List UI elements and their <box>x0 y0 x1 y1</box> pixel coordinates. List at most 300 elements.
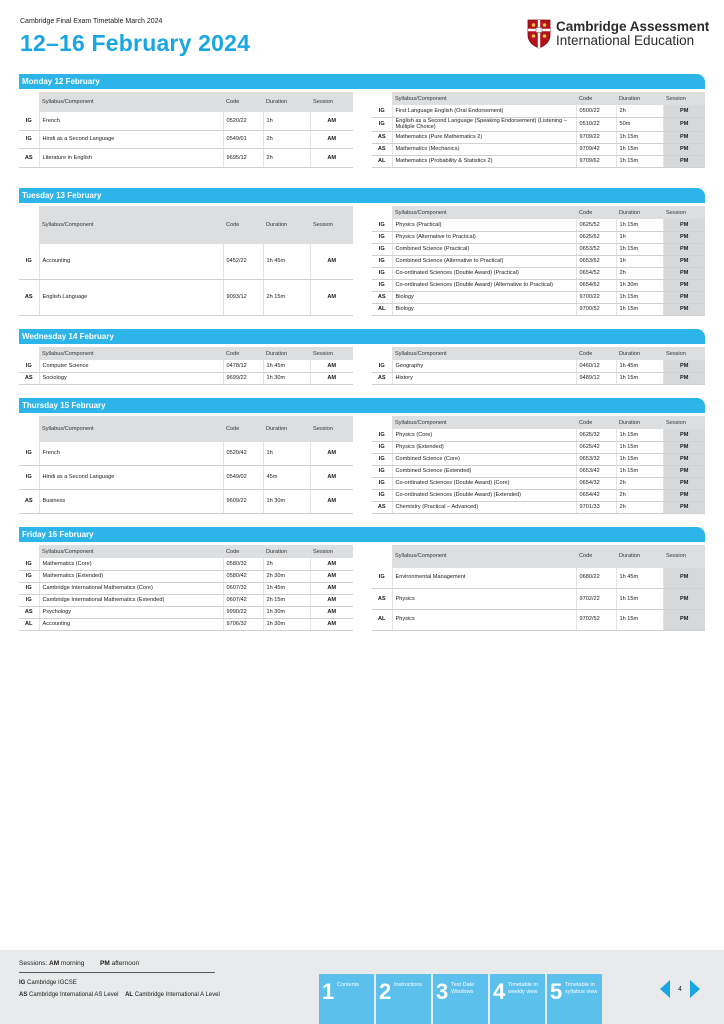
qualification-cell: AS <box>372 131 392 143</box>
qualification-header <box>372 92 392 105</box>
qualification-cell: AS <box>372 588 392 609</box>
code-cell: 0654/52 <box>576 267 616 279</box>
qualification-legend-ig <box>19 980 77 986</box>
qualification-cell: IG <box>19 112 39 130</box>
code-header: Code <box>576 416 616 429</box>
pm-text: afternoon <box>111 960 140 967</box>
session-cell: AM <box>310 465 353 489</box>
code-cell: 9709/22 <box>576 131 616 143</box>
duration-cell: 1h 15m <box>616 372 663 384</box>
session-cell: PM <box>663 231 705 243</box>
table-row <box>372 609 705 630</box>
table-row <box>19 558 353 570</box>
ig-code: IG <box>19 980 26 986</box>
table-header-row <box>19 545 353 558</box>
session-cell: AM <box>310 442 353 466</box>
qualification-legend-as-al <box>19 992 220 998</box>
pm-exam-table <box>372 92 705 168</box>
session-cell: AM <box>310 280 353 315</box>
component-cell: First Language English (Oral Endorsement) <box>392 105 576 117</box>
duration-header: Duration <box>616 206 663 219</box>
duration-cell: 1h 15m <box>616 243 663 255</box>
duration-cell: 2h <box>616 267 663 279</box>
code-cell: 0500/22 <box>576 105 616 117</box>
table-row <box>372 465 705 477</box>
ig-text: Cambridge IGCSE <box>27 980 77 986</box>
component-cell: Co-ordinated Sciences (Double Award) (Extended) <box>392 489 576 501</box>
session-header: Session <box>663 92 705 105</box>
duration-cell: 2h <box>616 477 663 489</box>
pm-exam-table <box>372 347 705 385</box>
component-header: Syllabus/Component <box>392 416 576 429</box>
component-cell: Cambridge International Mathematics (Core) <box>39 582 223 594</box>
duration-cell: 1h 45m <box>616 568 663 589</box>
table-row <box>372 255 705 267</box>
code-cell: 0654/42 <box>576 489 616 501</box>
component-cell: Cambridge International Mathematics (Extended) <box>39 594 223 606</box>
duration-cell: 1h 15m <box>616 143 663 155</box>
duration-cell: 2h <box>263 558 310 570</box>
nav-label: Timetable in syllabus view <box>565 982 598 995</box>
session-cell: PM <box>663 255 705 267</box>
duration-cell: 1h 15m <box>616 588 663 609</box>
duration-cell: 2h 15m <box>263 594 310 606</box>
day-header: Monday 12 February <box>19 74 705 89</box>
code-cell: 0625/32 <box>576 429 616 441</box>
component-cell: Mathematics (Extended) <box>39 570 223 582</box>
code-cell: 9489/12 <box>576 372 616 384</box>
table-row <box>19 594 353 606</box>
qualification-cell: IG <box>372 279 392 291</box>
table-row <box>372 372 705 384</box>
qualification-cell: IG <box>19 594 39 606</box>
duration-cell: 1h 30m <box>263 618 310 630</box>
component-cell: Sociology <box>39 372 223 384</box>
code-cell: 0580/32 <box>223 558 263 570</box>
component-cell: Physics <box>392 609 576 630</box>
day-header: Wednesday 14 February <box>19 329 705 344</box>
qualification-cell: IG <box>19 244 39 279</box>
session-cell: PM <box>663 267 705 279</box>
duration-cell: 1h <box>616 231 663 243</box>
qualification-header <box>372 416 392 429</box>
table-header-row <box>372 545 705 568</box>
component-cell: Mathematics (Probability & Statistics 2) <box>392 155 576 167</box>
am-exam-table <box>19 416 353 514</box>
code-cell: 0510/22 <box>576 117 616 131</box>
duration-header: Duration <box>263 92 310 112</box>
nav-tile-contents[interactable] <box>319 974 374 1024</box>
duration-header: Duration <box>616 92 663 105</box>
session-cell: PM <box>663 243 705 255</box>
component-cell: French <box>39 112 223 130</box>
table-header-row <box>372 416 705 429</box>
nav-tile-syllabus-view[interactable] <box>547 974 602 1024</box>
code-cell: 0680/22 <box>576 568 616 589</box>
qualification-cell: IG <box>372 231 392 243</box>
am-exam-table <box>19 347 353 385</box>
duration-cell: 1h 15m <box>616 465 663 477</box>
table-row <box>372 489 705 501</box>
session-header: Session <box>663 347 705 360</box>
table-row <box>19 244 353 279</box>
nav-label: Timetable in weekly view <box>508 982 538 995</box>
page-heading: 12–16 February 2024 <box>20 30 251 56</box>
table-row <box>19 280 353 315</box>
session-cell: PM <box>663 155 705 167</box>
component-cell: English Language <box>39 280 223 315</box>
qualification-cell: AL <box>372 155 392 167</box>
code-cell: 9706/32 <box>223 618 263 630</box>
table-row <box>372 360 705 372</box>
al-code: AL <box>125 992 134 998</box>
component-cell: Combined Science (Practical) <box>392 243 576 255</box>
qualification-cell: IG <box>372 441 392 453</box>
logo-line-1: Cambridge Assessment <box>556 19 710 34</box>
qualification-cell: IG <box>19 130 39 148</box>
qualification-header <box>19 206 39 244</box>
previous-page-icon[interactable] <box>660 980 670 998</box>
duration-cell: 1h 15m <box>616 131 663 143</box>
duration-header: Duration <box>263 347 310 360</box>
code-cell: 0654/62 <box>576 279 616 291</box>
qualification-cell: AS <box>19 606 39 618</box>
am-text: morning <box>60 960 85 967</box>
duration-cell: 1h 15m <box>616 155 663 167</box>
component-header: Syllabus/Component <box>392 92 576 105</box>
component-cell: Business <box>39 489 223 513</box>
duration-cell: 2h <box>616 489 663 501</box>
table-row <box>19 360 353 372</box>
component-cell: Co-ordinated Sciences (Double Award) (Core) <box>392 477 576 489</box>
table-row <box>372 143 705 155</box>
code-header: Code <box>223 92 263 112</box>
duration-cell: 2h 15m <box>263 280 310 315</box>
session-cell: PM <box>663 489 705 501</box>
pm-exam-table <box>372 416 705 514</box>
logo-line-2: International Education <box>556 33 695 48</box>
qualification-cell: IG <box>372 360 392 372</box>
day-section <box>19 329 705 385</box>
qualification-cell: AS <box>19 489 39 513</box>
duration-cell: 1h <box>263 112 310 130</box>
duration-cell: 2h <box>616 105 663 117</box>
page-number: 4 <box>678 985 682 993</box>
duration-cell: 1h 15m <box>616 291 663 303</box>
session-header: Session <box>663 206 705 219</box>
code-cell: 0549/02 <box>223 465 263 489</box>
nav-label: Instructions <box>394 982 423 988</box>
component-cell: French <box>39 442 223 466</box>
table-row <box>19 112 353 130</box>
session-cell: AM <box>310 372 353 384</box>
component-cell: Environmental Management <box>392 568 576 589</box>
table-row <box>372 105 705 117</box>
nav-number: 3 <box>436 979 449 1004</box>
component-cell: Combined Science (Alternative to Practical) <box>392 255 576 267</box>
qualification-cell: IG <box>19 465 39 489</box>
day-header: Tuesday 13 February <box>19 188 705 203</box>
pm-code: PM <box>100 960 110 967</box>
duration-cell: 1h 15m <box>616 609 663 630</box>
component-cell: Mathematics (Core) <box>39 558 223 570</box>
session-cell: AM <box>310 244 353 279</box>
duration-header: Duration <box>616 347 663 360</box>
nav-tile-weekly-view[interactable] <box>490 974 545 1024</box>
component-header: Syllabus/Component <box>39 206 223 244</box>
code-header: Code <box>576 347 616 360</box>
duration-cell: 50m <box>616 117 663 131</box>
session-cell: AM <box>310 618 353 630</box>
component-cell: Physics (Core) <box>392 429 576 441</box>
day-header: Thursday 15 February <box>19 398 705 413</box>
session-header: Session <box>663 545 705 568</box>
session-cell: PM <box>663 501 705 513</box>
qualification-header <box>19 347 39 360</box>
code-cell: 0625/42 <box>576 441 616 453</box>
component-header: Syllabus/Component <box>39 92 223 112</box>
component-cell: Physics (Practical) <box>392 219 576 231</box>
duration-cell: 1h 30m <box>616 279 663 291</box>
component-cell: Accounting <box>39 244 223 279</box>
nav-tile-instructions[interactable] <box>376 974 431 1024</box>
qualification-cell: IG <box>372 243 392 255</box>
day-section <box>19 188 705 316</box>
qualification-cell: AS <box>19 149 39 167</box>
duration-cell: 1h 30m <box>263 606 310 618</box>
code-cell: 9700/52 <box>576 303 616 315</box>
session-header: Session <box>310 416 353 442</box>
qualification-cell: AL <box>372 303 392 315</box>
code-cell: 9990/22 <box>223 606 263 618</box>
session-cell: PM <box>663 303 705 315</box>
shield-icon <box>527 19 551 49</box>
component-cell: Combined Science (Extended) <box>392 465 576 477</box>
session-cell: AM <box>310 594 353 606</box>
duration-cell: 1h 45m <box>263 582 310 594</box>
pm-exam-table <box>372 545 705 631</box>
am-exam-table <box>19 545 353 631</box>
table-row <box>19 130 353 148</box>
duration-cell: 1h 15m <box>616 303 663 315</box>
table-row <box>372 429 705 441</box>
session-cell: AM <box>310 112 353 130</box>
duration-cell: 1h <box>263 442 310 466</box>
duration-cell: 45m <box>263 465 310 489</box>
qualification-cell: IG <box>372 453 392 465</box>
duration-header: Duration <box>263 416 310 442</box>
session-cell: AM <box>310 582 353 594</box>
duration-cell: 1h <box>616 255 663 267</box>
table-row <box>19 372 353 384</box>
component-cell: Combined Science (Core) <box>392 453 576 465</box>
component-header: Syllabus/Component <box>392 545 576 568</box>
component-cell: Literature in English <box>39 149 223 167</box>
component-cell: History <box>392 372 576 384</box>
session-cell: PM <box>663 117 705 131</box>
qualification-cell: IG <box>372 489 392 501</box>
table-row <box>372 131 705 143</box>
code-cell: 9709/42 <box>576 143 616 155</box>
code-cell: 0580/42 <box>223 570 263 582</box>
session-cell: AM <box>310 558 353 570</box>
session-cell: AM <box>310 360 353 372</box>
as-code: AS <box>19 992 28 998</box>
table-row <box>372 279 705 291</box>
session-header: Session <box>310 92 353 112</box>
code-cell: 0607/32 <box>223 582 263 594</box>
table-header-row <box>372 92 705 105</box>
session-cell: PM <box>663 453 705 465</box>
session-cell: AM <box>310 149 353 167</box>
component-cell: Mathematics (Mechanics) <box>392 143 576 155</box>
duration-cell: 2h <box>263 149 310 167</box>
session-cell: PM <box>663 143 705 155</box>
qualification-cell: AS <box>372 501 392 513</box>
qualification-cell: IG <box>372 267 392 279</box>
table-row <box>19 618 353 630</box>
session-cell: PM <box>663 441 705 453</box>
code-cell: 9701/33 <box>576 501 616 513</box>
qualification-cell: IG <box>372 429 392 441</box>
sessions-label: Sessions: <box>19 960 48 967</box>
duration-cell: 1h 30m <box>263 489 310 513</box>
qualification-cell: AL <box>372 609 392 630</box>
table-row <box>19 606 353 618</box>
code-cell: 0653/32 <box>576 453 616 465</box>
code-cell: 0654/32 <box>576 477 616 489</box>
pm-exam-table <box>372 206 705 316</box>
table-row <box>372 501 705 513</box>
nav-tile-test-date-windows[interactable] <box>433 974 488 1024</box>
code-header: Code <box>223 416 263 442</box>
table-row <box>19 442 353 466</box>
duration-cell: 2h 30m <box>263 570 310 582</box>
table-row <box>19 465 353 489</box>
duration-header: Duration <box>263 206 310 244</box>
cambridge-logo <box>527 17 709 51</box>
component-cell: Hindi as a Second Language <box>39 130 223 148</box>
component-cell: Physics (Alternative to Practical) <box>392 231 576 243</box>
code-cell: 0520/22 <box>223 112 263 130</box>
table-header-row <box>372 206 705 219</box>
duration-header: Duration <box>616 416 663 429</box>
component-header: Syllabus/Component <box>39 416 223 442</box>
table-row <box>19 149 353 167</box>
session-header: Session <box>310 545 353 558</box>
table-row <box>372 568 705 589</box>
component-header: Syllabus/Component <box>392 347 576 360</box>
qualification-cell: IG <box>372 465 392 477</box>
nav-label: Contents <box>337 982 360 988</box>
table-row <box>372 243 705 255</box>
code-cell: 0520/42 <box>223 442 263 466</box>
table-row <box>372 303 705 315</box>
duration-cell: 1h 45m <box>263 244 310 279</box>
qualification-cell: IG <box>372 568 392 589</box>
code-cell: 9709/62 <box>576 155 616 167</box>
code-cell: 9700/22 <box>576 291 616 303</box>
qualification-cell: AS <box>372 372 392 384</box>
document-title: Cambridge Final Exam Timetable March 2024 <box>20 18 163 25</box>
code-cell: 9093/12 <box>223 280 263 315</box>
table-header-row <box>19 92 353 112</box>
qualification-cell: IG <box>372 255 392 267</box>
qualification-cell: AS <box>19 372 39 384</box>
session-cell: PM <box>663 279 705 291</box>
table-header-row <box>372 347 705 360</box>
table-row <box>372 231 705 243</box>
component-cell: Co-ordinated Sciences (Double Award) (Alternative to Practical) <box>392 279 576 291</box>
table-header-row <box>19 347 353 360</box>
session-legend <box>19 960 139 967</box>
qualification-header <box>372 545 392 568</box>
code-header: Code <box>576 206 616 219</box>
qualification-cell: IG <box>372 105 392 117</box>
session-cell: PM <box>663 609 705 630</box>
nav-number: 5 <box>550 979 563 1004</box>
session-header: Session <box>310 347 353 360</box>
duration-cell: 2h <box>616 501 663 513</box>
code-cell: 0625/52 <box>576 219 616 231</box>
code-cell: 9609/22 <box>223 489 263 513</box>
code-cell: 0625/62 <box>576 231 616 243</box>
code-header: Code <box>223 545 263 558</box>
qualification-header <box>372 206 392 219</box>
qualification-cell: IG <box>19 582 39 594</box>
qualification-cell: IG <box>19 360 39 372</box>
duration-cell: 1h 30m <box>263 372 310 384</box>
qualification-header <box>19 545 39 558</box>
component-cell: Computer Science <box>39 360 223 372</box>
session-cell: AM <box>310 570 353 582</box>
session-cell: AM <box>310 489 353 513</box>
qualification-cell: IG <box>372 219 392 231</box>
table-row <box>372 155 705 167</box>
session-cell: PM <box>663 465 705 477</box>
table-row <box>372 267 705 279</box>
table-row <box>372 453 705 465</box>
table-header-row <box>19 416 353 442</box>
table-row <box>372 219 705 231</box>
table-row <box>372 477 705 489</box>
qualification-header <box>372 347 392 360</box>
al-text: Cambridge International A Level <box>134 992 220 998</box>
nav-number: 4 <box>493 979 506 1004</box>
table-header-row <box>19 206 353 244</box>
session-header: Session <box>310 206 353 244</box>
qualification-cell: AS <box>19 280 39 315</box>
qualification-header <box>19 92 39 112</box>
qualification-cell: AS <box>372 291 392 303</box>
qualification-cell: IG <box>372 477 392 489</box>
am-exam-table <box>19 206 353 316</box>
component-header: Syllabus/Component <box>39 347 223 360</box>
duration-header: Duration <box>263 545 310 558</box>
next-page-icon[interactable] <box>690 980 700 998</box>
code-cell: 9702/52 <box>576 609 616 630</box>
duration-header: Duration <box>616 545 663 568</box>
day-section <box>19 398 705 514</box>
code-header: Code <box>576 545 616 568</box>
code-cell: 0452/22 <box>223 244 263 279</box>
code-header: Code <box>223 347 263 360</box>
session-header: Session <box>663 416 705 429</box>
qualification-cell: IG <box>19 442 39 466</box>
component-cell: Chemistry (Practical – Advanced) <box>392 501 576 513</box>
session-cell: PM <box>663 588 705 609</box>
table-row <box>372 441 705 453</box>
